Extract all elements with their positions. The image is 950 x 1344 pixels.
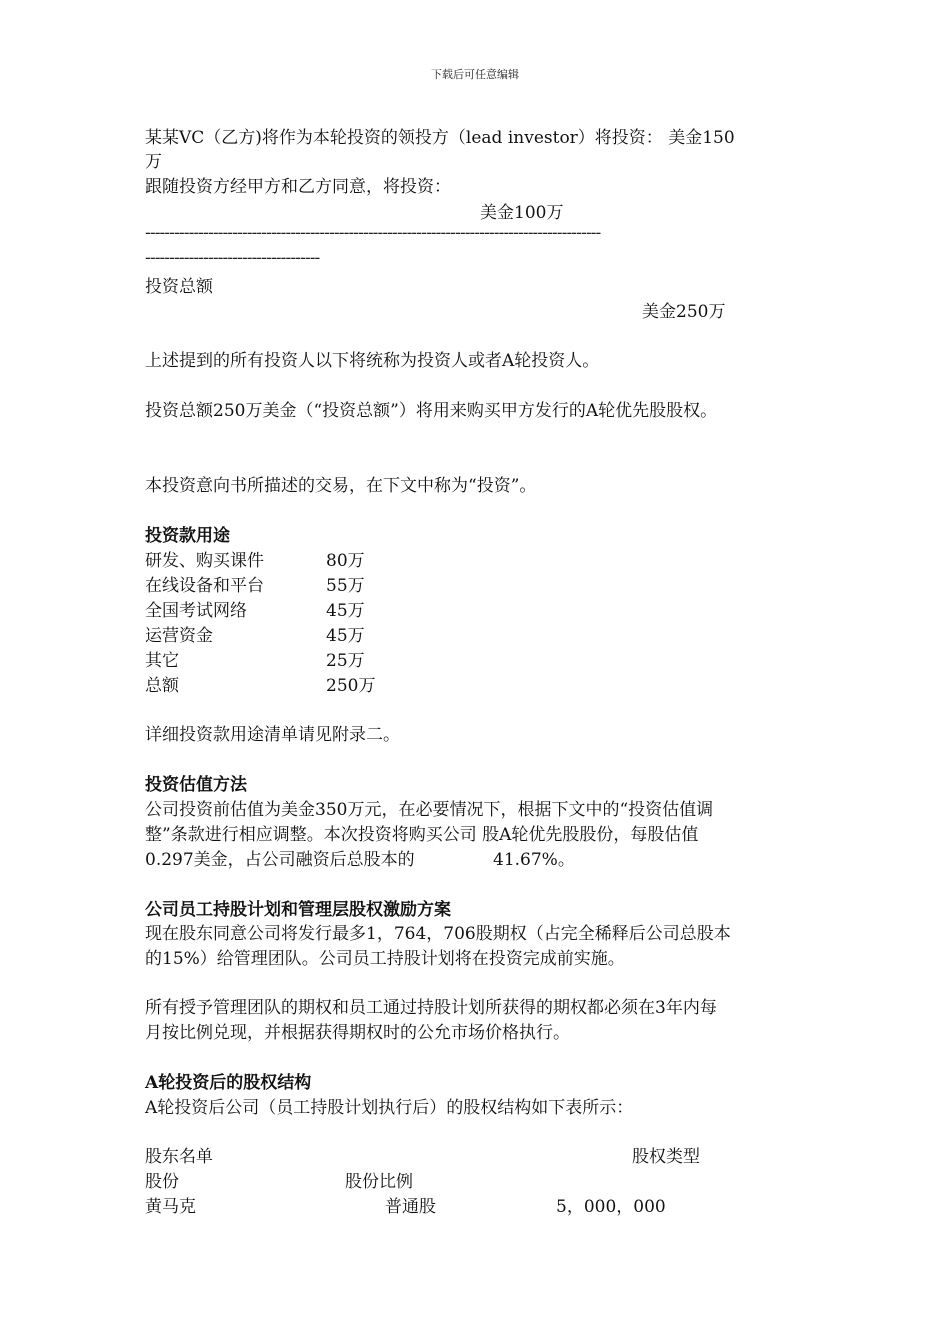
follow-investor-line: 跟随投资方经甲方和乙方同意，将投资： xyxy=(145,177,451,197)
use-item-amount: 25万 xyxy=(326,651,365,671)
dash-divider: ---------------------------------------------------------------------------------------------- xyxy=(145,223,601,243)
holder-share-type: 普通股 xyxy=(385,1197,436,1217)
use-item-amount: 45万 xyxy=(326,601,365,621)
use-item-amount: 55万 xyxy=(326,576,365,596)
valuation-line: 公司投资前估值为美金350万元，在必要情况下，根据下文中的“投资估值调 xyxy=(145,800,714,820)
cap-structure-desc: A轮投资后公司（员工持股计划执行后）的股权结构如下表所示： xyxy=(145,1098,634,1118)
esop-title: 公司员工持股计划和管理层股权激励方案 xyxy=(145,900,451,920)
use-item-amount: 80万 xyxy=(326,551,365,571)
lead-investor-line-cont: 万 xyxy=(145,152,162,172)
esop-line: 现在股东同意公司将发行最多1，764，706股期权（占完全稀释后公司总股本 xyxy=(145,924,731,944)
use-item-amount: 45万 xyxy=(326,626,365,646)
vesting-line: 所有授予管理团队的期权和员工通过持股计划所获得的期权都必须在3年内每 xyxy=(145,998,717,1018)
valuation-percentage: 41.67%。 xyxy=(493,850,575,870)
col-header-ratio: 股份比例 xyxy=(345,1172,413,1192)
holder-shares: 5，000，000 xyxy=(556,1197,666,1217)
esop-line: 的15%）给管理团队。公司员工持股计划将在投资完成前实施。 xyxy=(145,949,625,969)
col-header-holder: 股东名单 xyxy=(145,1147,213,1167)
transaction-definition: 本投资意向书所描述的交易，在下文中称为“投资”。 xyxy=(145,476,537,496)
investment-purpose: 投资总额250万美金（“投资总额”）将用来购买甲方发行的A轮优先股股权。 xyxy=(145,401,718,421)
use-item-amount: 250万 xyxy=(326,676,376,696)
vesting-line: 月按比例兑现，并根据获得期权时的公允市场价格执行。 xyxy=(145,1023,570,1043)
follow-investor-amount: 美金100万 xyxy=(480,203,564,223)
use-item-name: 在线设备和平台 xyxy=(145,576,264,596)
use-item-name: 运营资金 xyxy=(145,626,213,646)
page-header: 下载后可任意编辑 xyxy=(431,68,519,81)
cap-structure-title: A轮投资后的股权结构 xyxy=(145,1073,312,1093)
total-value: 美金250万 xyxy=(642,302,726,322)
valuation-title: 投资估值方法 xyxy=(145,775,247,795)
total-label: 投资总额 xyxy=(145,277,213,297)
investors-definition: 上述提到的所有投资人以下将统称为投资人或者A轮投资人。 xyxy=(145,351,600,371)
use-of-funds-title: 投资款用途 xyxy=(145,526,230,546)
holder-name: 黄马克 xyxy=(145,1197,196,1217)
col-header-type: 股权类型 xyxy=(632,1147,700,1167)
valuation-line: 整”条款进行相应调整。本次投资将购买公司 股A轮优先股股份，每股估值 xyxy=(145,825,699,845)
col-header-shares: 股份 xyxy=(145,1172,179,1192)
valuation-line: 0.297美金，占公司融资后总股本的 xyxy=(145,850,415,870)
use-item-name: 研发、购买课件 xyxy=(145,551,264,571)
lead-investor-line: 某某VC（乙方)将作为本轮投资的领投方（lead investor）将投资： 美金150 xyxy=(145,128,735,148)
use-item-name: 其它 xyxy=(145,651,179,671)
use-item-name: 全国考试网络 xyxy=(145,601,247,621)
use-of-funds-note: 详细投资款用途清单请见附录二。 xyxy=(145,725,400,745)
use-item-name: 总额 xyxy=(145,676,179,696)
dash-divider-cont: ------------------------------------ xyxy=(145,248,320,268)
